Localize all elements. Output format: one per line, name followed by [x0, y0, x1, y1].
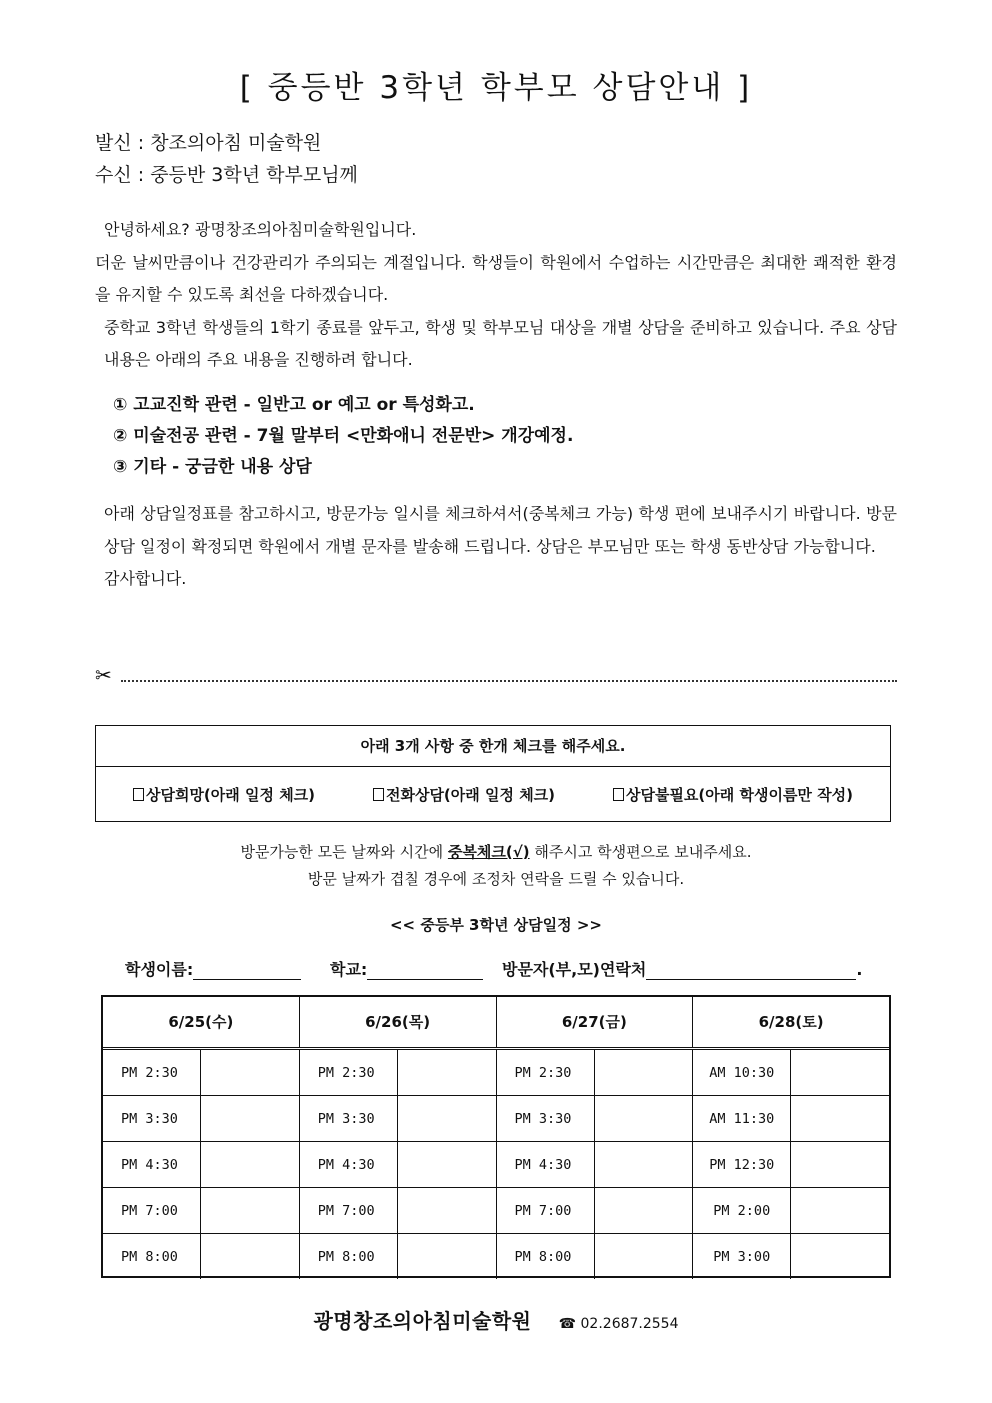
slot-check-cell[interactable] — [595, 1188, 693, 1233]
schedule-table — [101, 995, 891, 1278]
consultation-choice-box — [95, 725, 891, 822]
slot-check-cell[interactable] — [201, 1188, 299, 1233]
greeting-line: 안녕하세요? 광명창조의아침미술학원입니다. — [104, 220, 417, 239]
slot-check-cell[interactable] — [595, 1050, 693, 1095]
slot-check-cell[interactable] — [791, 1096, 889, 1141]
choice-options — [96, 767, 890, 822]
slot-time: PM 4:30 — [497, 1142, 595, 1187]
day-column — [693, 1050, 889, 1279]
choice-header: 아래 3개 사항 중 한개 체크를 해주세요. — [96, 726, 890, 767]
slot-time: PM 7:00 — [103, 1188, 201, 1233]
slot-time: PM 2:30 — [103, 1050, 201, 1095]
document-title: [ 중등반 3학년 학부모 상담안내 ] — [239, 70, 753, 106]
dotted-divider — [121, 680, 897, 682]
time-slot — [300, 1142, 496, 1188]
time-slot — [497, 1096, 693, 1142]
slot-time: PM 2:30 — [300, 1050, 398, 1095]
time-slot — [103, 1096, 299, 1142]
slot-time: PM 3:30 — [497, 1096, 595, 1141]
slot-time: PM 3:00 — [693, 1234, 791, 1279]
day-column — [103, 1050, 300, 1279]
closing-paragraph — [95, 498, 897, 596]
slot-time: PM 2:00 — [693, 1188, 791, 1233]
checkbox-icon[interactable] — [373, 788, 384, 801]
slot-check-cell[interactable] — [398, 1050, 496, 1095]
time-slot — [693, 1234, 889, 1279]
time-slot — [103, 1050, 299, 1096]
field-label: 학교: — [330, 960, 368, 979]
day-column — [300, 1050, 497, 1279]
time-slot — [497, 1142, 693, 1188]
recipient-line: 수신 : 중등반 3학년 학부모님께 — [95, 164, 358, 186]
schedule-header-row — [103, 997, 889, 1050]
option-visit[interactable] — [133, 784, 315, 805]
checkbox-icon[interactable] — [133, 788, 144, 801]
time-slot — [103, 1142, 299, 1188]
slot-check-cell[interactable] — [201, 1096, 299, 1141]
day-header: 6/25(수) — [103, 997, 300, 1047]
school-field[interactable] — [330, 957, 483, 980]
time-slot — [300, 1234, 496, 1279]
intro-line-3: 중학교 3학년 학생들의 1학기 종료를 앞두고, 학생 및 학부모님 대상을 개별 상담을 준비하고 있습니다. 주요 상담내용은 아래의 주요 내용을 진행하려 합니다. — [104, 317, 897, 369]
academy-name: 광명창조의아침미술학원 — [313, 1309, 532, 1333]
day-header: 6/26(목) — [300, 997, 497, 1047]
time-slot — [300, 1188, 496, 1234]
time-slot — [497, 1050, 693, 1096]
slot-check-cell[interactable] — [398, 1096, 496, 1141]
slot-check-cell[interactable] — [201, 1050, 299, 1095]
field-label: 방문자(부,모)연락처 — [502, 960, 647, 979]
slot-time: PM 4:30 — [300, 1142, 398, 1187]
slot-check-cell[interactable] — [791, 1050, 889, 1095]
scissors-icon: ✂ — [95, 663, 112, 687]
phone-icon: ☎ — [558, 1316, 577, 1332]
slot-check-cell[interactable] — [595, 1096, 693, 1141]
slot-time: PM 7:00 — [497, 1188, 595, 1233]
intro-paragraph — [95, 214, 897, 377]
intro-line-2: 더운 날씨만큼이나 건강관리가 주의되는 계절입니다. 학생들이 학원에서 수업하는 시간만큼은 최대한 쾌적한 환경을 유지할 수 있도록 최선을 다하겠습니다. — [95, 252, 897, 304]
option-label: 상담희망(아래 일정 체크) — [145, 786, 316, 804]
time-slot — [693, 1050, 889, 1096]
sender-line: 발신 : 창조의아침 미술학원 — [95, 132, 322, 154]
slot-check-cell[interactable] — [595, 1142, 693, 1187]
time-slot — [693, 1188, 889, 1234]
note-emphasis: 중복체크(√) — [447, 843, 530, 861]
slot-time: PM 8:00 — [103, 1234, 201, 1279]
time-slot — [103, 1188, 299, 1234]
time-slot — [693, 1142, 889, 1188]
schedule-title: << 중등부 3학년 상담일정 >> — [389, 916, 602, 934]
time-slot — [300, 1050, 496, 1096]
schedule-body — [103, 1050, 889, 1279]
topic-item: ② 미술전공 관련 - 7월 말부터 <만화애니 전문반> 개강예정. — [113, 426, 574, 446]
slot-time: AM 11:30 — [693, 1096, 791, 1141]
time-slot — [497, 1188, 693, 1234]
slot-check-cell[interactable] — [398, 1142, 496, 1187]
slot-time: PM 8:00 — [497, 1234, 595, 1279]
time-slot — [103, 1234, 299, 1279]
slot-check-cell[interactable] — [201, 1234, 299, 1279]
checkbox-icon[interactable] — [613, 788, 624, 801]
day-header: 6/28(토) — [758, 1013, 824, 1031]
field-blank[interactable] — [367, 961, 483, 980]
field-end: . — [856, 960, 863, 979]
phone-info — [559, 1316, 679, 1332]
note-text: 방문가능한 모든 날짜와 시간에 — [240, 843, 448, 861]
slot-time: PM 4:30 — [103, 1142, 201, 1187]
slot-time: AM 10:30 — [693, 1050, 791, 1095]
time-slot — [300, 1096, 496, 1142]
day-column — [497, 1050, 694, 1279]
thanks-line: 감사합니다. — [104, 569, 187, 588]
slot-check-cell[interactable] — [791, 1234, 889, 1279]
slot-time: PM 12:30 — [693, 1142, 791, 1187]
option-none[interactable] — [613, 784, 853, 805]
topic-item: ① 고교진학 관련 - 일반고 or 예고 or 특성화고. — [113, 395, 475, 415]
time-slot — [693, 1096, 889, 1142]
slot-check-cell[interactable] — [791, 1142, 889, 1187]
cut-line — [95, 662, 897, 690]
time-slot — [497, 1234, 693, 1279]
slot-time: PM 2:30 — [497, 1050, 595, 1095]
closing-line: 아래 상담일정표를 참고하시고, 방문가능 일시를 체크하셔서(중복체크 가능) 학생 편에 보내주시기 바랍니다. 방문상담 일정이 확정되면 학원에서 개별 문자를 발송해 드립니다. 상담은 부모님만 또는 학생 동반상담 가능합니다. — [104, 504, 897, 556]
note-text: 해주시고 학생편으로 보내주세요. — [529, 843, 752, 861]
slot-check-cell[interactable] — [595, 1234, 693, 1279]
phone-number: 02.2687.2554 — [580, 1316, 679, 1332]
option-phone[interactable] — [373, 784, 555, 805]
slot-time: PM 3:30 — [103, 1096, 201, 1141]
topic-item: ③ 기타 - 궁금한 내용 상담 — [113, 457, 312, 477]
option-label: 상담불필요(아래 학생이름만 작성) — [625, 786, 853, 804]
slot-time: PM 7:00 — [300, 1188, 398, 1233]
day-header: 6/27(금) — [497, 997, 694, 1047]
field-label: 학생이름: — [125, 960, 194, 979]
slot-check-cell[interactable] — [201, 1142, 299, 1187]
slot-time: PM 8:00 — [300, 1234, 398, 1279]
instruction-note-2: 방문 날짜가 겹칠 경우에 조정차 연락을 드릴 수 있습니다. — [307, 870, 685, 888]
slot-check-cell[interactable] — [398, 1234, 496, 1279]
slot-check-cell[interactable] — [398, 1188, 496, 1233]
consultation-topics — [113, 390, 573, 483]
contact-field[interactable] — [502, 957, 862, 980]
field-blank[interactable] — [193, 961, 301, 980]
slot-time: PM 3:30 — [300, 1096, 398, 1141]
field-blank[interactable] — [646, 961, 856, 980]
slot-check-cell[interactable] — [791, 1188, 889, 1233]
option-label: 전화상담(아래 일정 체크) — [385, 786, 556, 804]
instruction-note-1 — [0, 841, 992, 862]
footer — [0, 1305, 992, 1334]
student-name-field[interactable] — [125, 957, 301, 980]
